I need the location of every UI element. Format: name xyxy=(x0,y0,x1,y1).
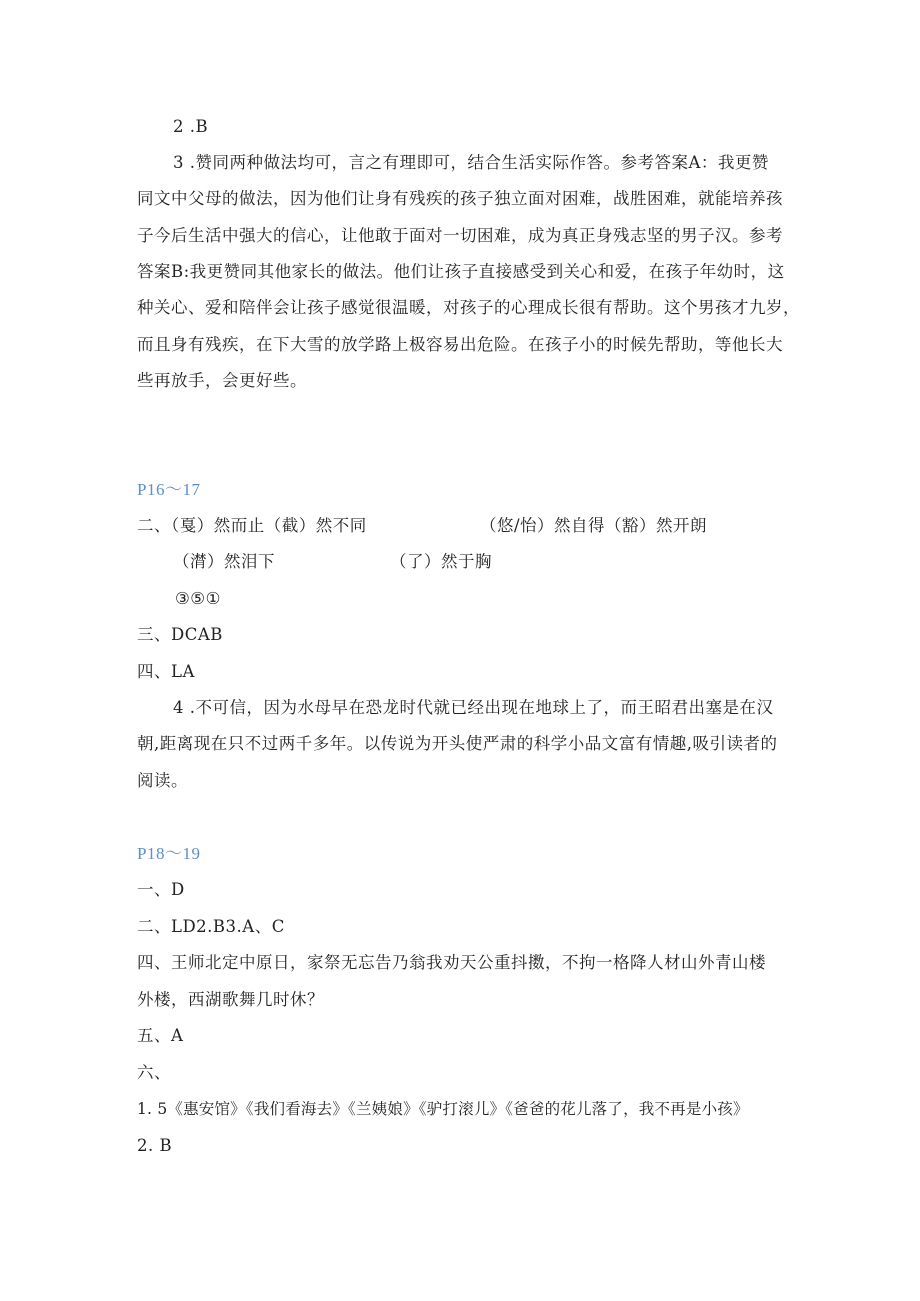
answer-3-line: 子今后生活中强大的信心，让他敢于面对一切困难，成为真正身残志坚的男子汉。参考 xyxy=(137,226,783,245)
answer-3-line: 些再放手，会更好些。 xyxy=(137,371,307,390)
section-4-answer: 四、LA xyxy=(137,662,195,681)
section-heading-p18-19: P18～19 xyxy=(137,844,201,863)
section-2-idioms-c: （潸）然泪下 xyxy=(173,552,275,571)
section-2-idioms-a: 二、（戛）然而止（截）然不同 xyxy=(137,516,367,535)
answer-3-line: 种关心、爱和陪伴会让孩子感觉很温暖，对孩子的心理成长很有帮助。这个男孩才九岁， xyxy=(137,298,800,317)
section-2-answer: 二、LD2.B3.A、C xyxy=(137,917,285,936)
answer-3-line: 3 .赞同两种做法均可，言之有理即可，结合生活实际作答。参考答案A：我更赞 xyxy=(173,153,769,172)
section-2-idioms-b: （悠/怡）然自得（豁）然开朗 xyxy=(480,516,708,535)
answer-3-line: 同文中父母的做法，因为他们让身有残疾的孩子独立面对困难，战胜困难，就能培养孩 xyxy=(137,189,783,208)
answer-3-line: 答案B:我更赞同其他家长的做法。他们让孩子直接感受到关心和爱，在孩子年幼时，这 xyxy=(137,262,785,281)
answer-3-line: 而且身有残疾，在下大雪的放学路上极容易出危险。在孩子小的时候先帮助，等他长大 xyxy=(137,335,783,354)
section-6-label: 六、 xyxy=(137,1063,171,1082)
section-5-answer: 五、A xyxy=(137,1026,184,1045)
answer-4-line: 朝,距离现在只不过两千多年。以传说为开头使严肃的科学小品文富有情趣,吸引读者的 xyxy=(137,734,778,753)
answer-4-line: 4 .不可信，因为水母早在恐龙时代就已经出现在地球上了，而王昭君出塞是在汉 xyxy=(173,698,774,717)
section-2-idioms-d: （了）然于胸 xyxy=(390,552,492,571)
section-4-poem-line: 外楼，西湖歌舞几时休？ xyxy=(137,990,324,1009)
section-6-item-1: 1. 5《惠安馆》《我们看海去》《兰姨娘》《驴打滚儿》《爸爸的花儿落了，我不再是小孩》 xyxy=(137,1100,749,1118)
answer-4-line: 阅读。 xyxy=(137,771,188,790)
section-heading-p16-17: P16～17 xyxy=(137,480,201,499)
answer-2: 2 .B xyxy=(173,117,209,136)
section-3-answer: 三、DCAB xyxy=(137,625,223,644)
circled-number-answer: ③⑤① xyxy=(175,589,221,608)
section-4-poem-line: 四、王师北定中原日，家祭无忘告乃翁我劝天公重抖擞，不拘一格降人材山外青山楼 xyxy=(137,953,766,972)
section-1-answer: 一、D xyxy=(137,880,185,899)
section-6-item-2: 2. B xyxy=(137,1136,173,1155)
